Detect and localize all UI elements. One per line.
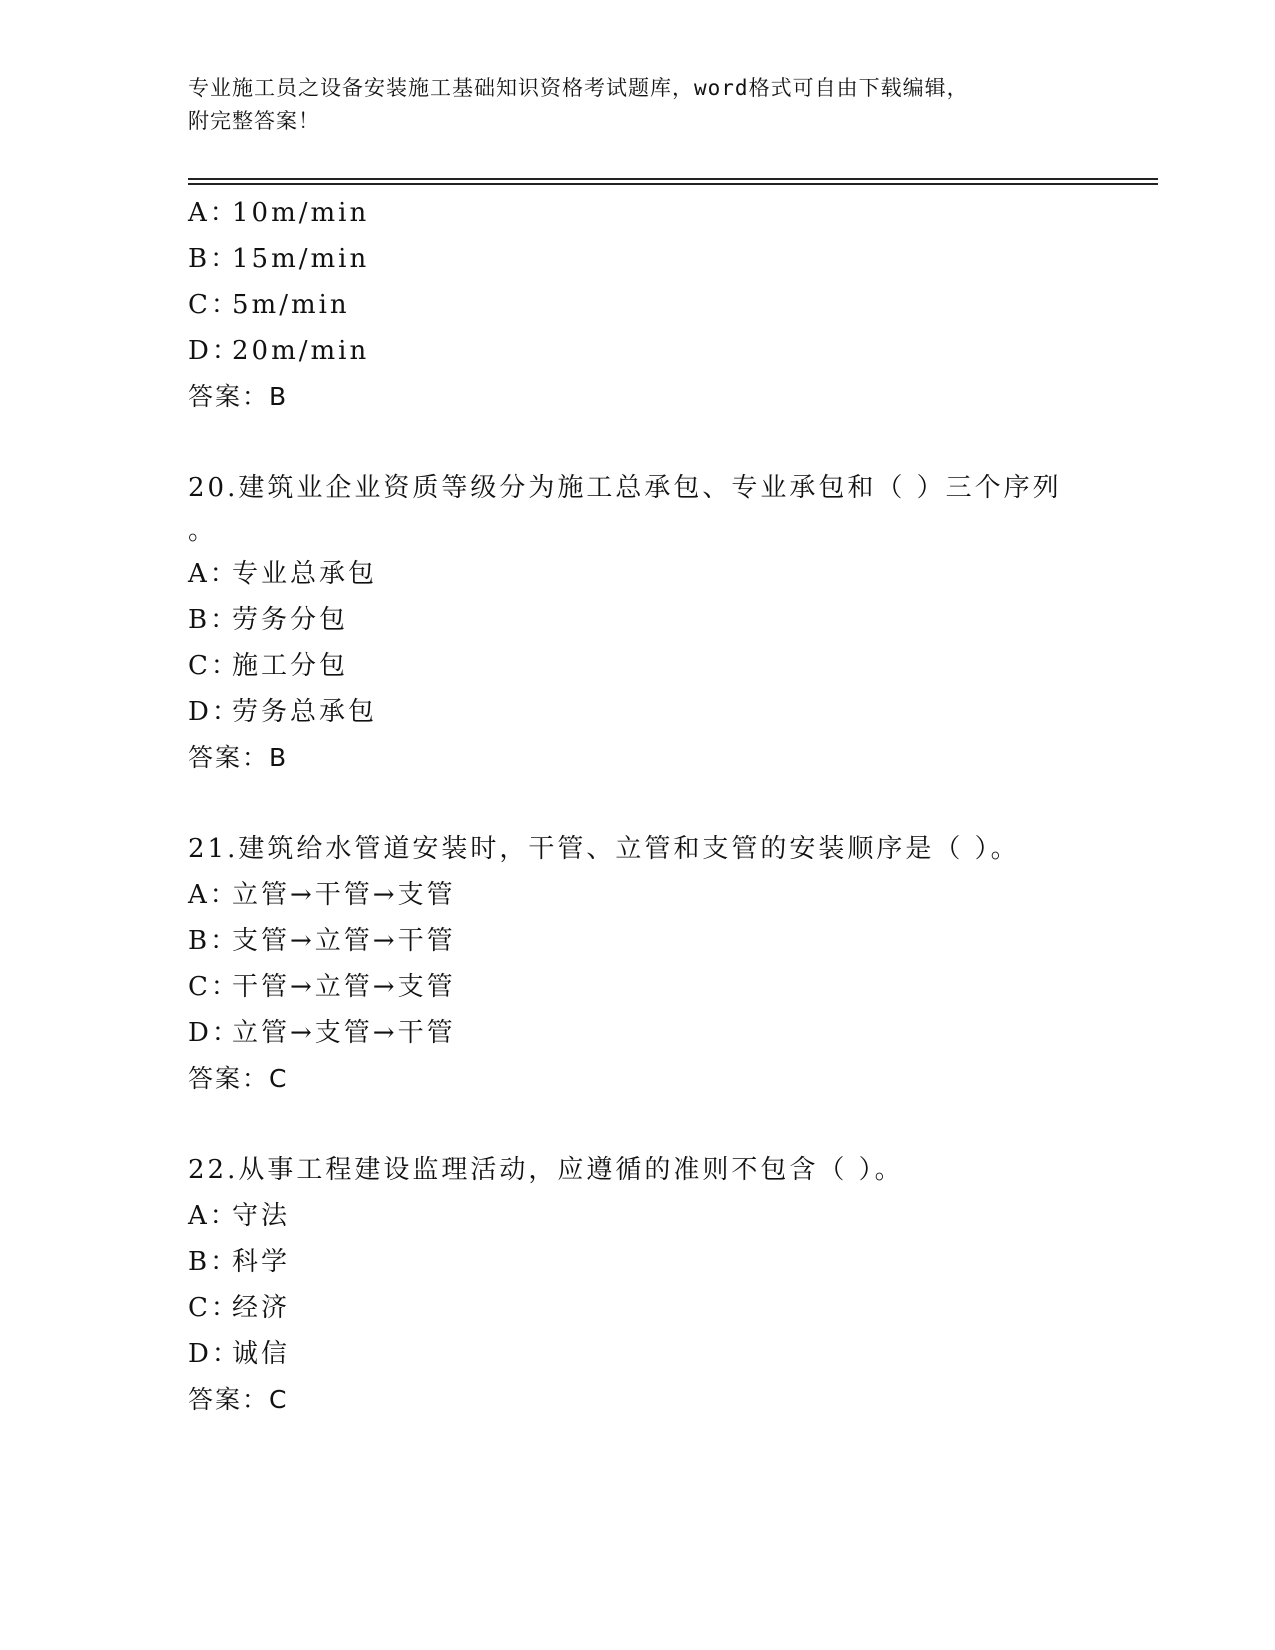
option-text: 立管→支管→干管 bbox=[232, 1018, 456, 1048]
option-letter: D： bbox=[188, 1018, 241, 1048]
answer-label: 答案：C bbox=[188, 1385, 289, 1414]
question-text-continuation: 。 bbox=[188, 516, 218, 546]
option-b bbox=[188, 918, 1108, 964]
option-text: 科学 bbox=[232, 1247, 291, 1277]
option-a bbox=[188, 190, 1108, 236]
question-21 bbox=[188, 826, 1108, 1102]
answer-label: 答案：C bbox=[188, 1064, 289, 1093]
option-letter: A： bbox=[188, 198, 239, 228]
option-text: 守法 bbox=[232, 1201, 291, 1231]
option-d bbox=[188, 1331, 1108, 1377]
option-b bbox=[188, 1239, 1108, 1285]
option-text: 经济 bbox=[232, 1293, 291, 1323]
option-text: 干管→立管→支管 bbox=[232, 972, 456, 1002]
header-line-2: 附完整答案！ bbox=[188, 109, 320, 133]
option-text: 5m/min bbox=[232, 290, 350, 320]
option-text: 劳务分包 bbox=[232, 605, 349, 635]
option-letter: B： bbox=[188, 1247, 240, 1277]
option-text: 20m/min bbox=[232, 336, 370, 366]
header-line-1: 专业施工员之设备安装施工基础知识资格考试题库，word格式可自由下载编辑， bbox=[188, 76, 969, 100]
document-header bbox=[188, 72, 1058, 138]
option-text: 劳务总承包 bbox=[232, 697, 378, 727]
answer-label: 答案：B bbox=[188, 382, 289, 411]
option-letter: C： bbox=[188, 290, 240, 320]
option-c bbox=[188, 282, 1108, 328]
question-text: 21.建筑给水管道安装时，干管、立管和支管的安装顺序是（ ）。 bbox=[188, 834, 1020, 864]
option-letter: D： bbox=[188, 1339, 241, 1369]
option-d bbox=[188, 328, 1108, 374]
option-text: 诚信 bbox=[232, 1339, 291, 1369]
option-letter: C： bbox=[188, 1293, 240, 1323]
option-a bbox=[188, 551, 1108, 597]
option-letter: D： bbox=[188, 336, 241, 366]
question-list bbox=[188, 190, 1108, 1423]
header-divider-bottom bbox=[188, 183, 1158, 185]
option-d bbox=[188, 1010, 1108, 1056]
option-letter: B： bbox=[188, 605, 240, 635]
option-letter: A： bbox=[188, 880, 239, 910]
option-d bbox=[188, 689, 1108, 735]
option-letter: D： bbox=[188, 697, 241, 727]
option-letter: A： bbox=[188, 559, 239, 589]
option-letter: B： bbox=[188, 926, 240, 956]
option-letter: B： bbox=[188, 244, 240, 274]
option-text: 支管→立管→干管 bbox=[232, 926, 456, 956]
question-text: 22.从事工程建设监理活动，应遵循的准则不包含（ ）。 bbox=[188, 1155, 904, 1185]
question-spacer bbox=[188, 420, 1108, 465]
question-19 bbox=[188, 190, 1108, 420]
option-c bbox=[188, 643, 1108, 689]
question-spacer bbox=[188, 781, 1108, 826]
option-letter: C： bbox=[188, 651, 240, 681]
question-22 bbox=[188, 1147, 1108, 1423]
option-text: 15m/min bbox=[232, 244, 370, 274]
option-a bbox=[188, 1193, 1108, 1239]
option-text: 施工分包 bbox=[232, 651, 349, 681]
option-letter: C： bbox=[188, 972, 240, 1002]
option-c bbox=[188, 1285, 1108, 1331]
question-text: 20.建筑业企业资质等级分为施工总承包、专业承包和（ ）三个序列 bbox=[188, 473, 1062, 503]
option-c bbox=[188, 964, 1108, 1010]
question-spacer bbox=[188, 1102, 1108, 1147]
option-text: 10m/min bbox=[232, 198, 370, 228]
answer-label: 答案：B bbox=[188, 743, 289, 772]
option-b bbox=[188, 236, 1108, 282]
header-divider-top bbox=[188, 178, 1158, 180]
option-text: 专业总承包 bbox=[232, 559, 378, 589]
option-letter: A： bbox=[188, 1201, 239, 1231]
question-20 bbox=[188, 465, 1108, 781]
option-a bbox=[188, 872, 1108, 918]
option-b bbox=[188, 597, 1108, 643]
option-text: 立管→干管→支管 bbox=[232, 880, 456, 910]
